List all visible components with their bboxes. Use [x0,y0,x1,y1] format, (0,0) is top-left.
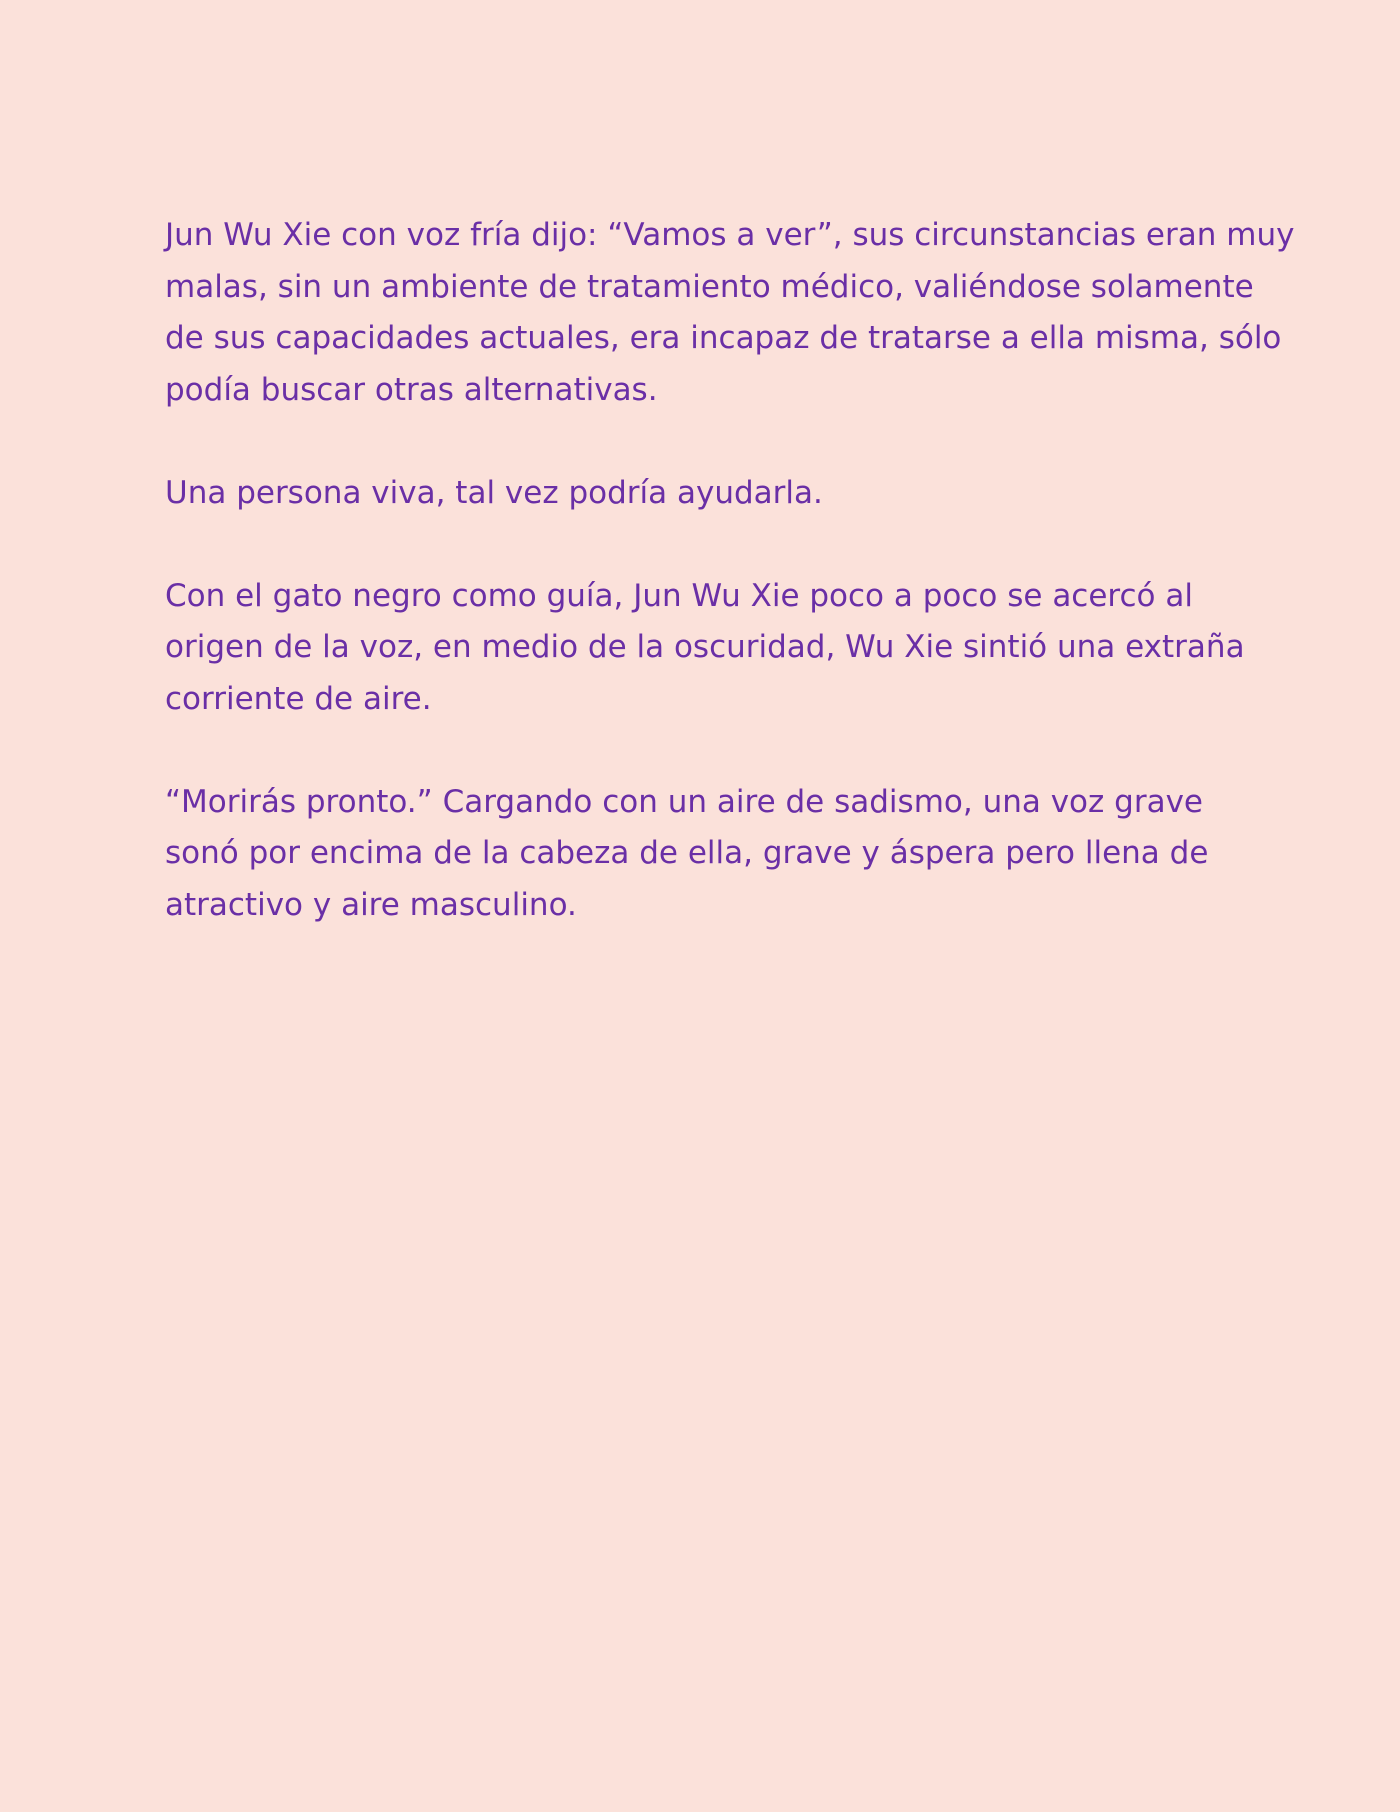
paragraph-line: corriente de aire. [165,680,432,717]
paragraph-line: Con el gato negro como guía, Jun Wu Xie poco a poco se acercó al [165,577,1193,614]
paragraph-line: malas, sin un ambiente de tratamiento médico, valiéndose solamente [165,268,1254,305]
body-text [165,210,1295,983]
paragraph-line: “Morirás pronto.” Cargando con un aire de sadismo, una voz grave [165,783,1203,820]
paragraph-line: de sus capacidades actuales, era incapaz de tratarse a ella misma, sólo [165,320,1282,356]
paragraph-line: atractivo y aire masculino. [165,886,577,923]
paragraph-line: podía buscar otras alternativas. [165,371,658,408]
paragraph-2 [165,468,1285,520]
paragraph-3 [165,571,1285,726]
paragraph-4 [165,777,1285,932]
paragraph-1 [165,210,1295,416]
paragraph-line: sonó por encima de la cabeza de ella, grave y áspera pero llena de [165,835,1209,871]
paragraph-line: Jun Wu Xie con voz fría dijo: “Vamos a ver”, sus circunstancias eran muy [165,217,1295,253]
paragraph-line: origen de la voz, en medio de la oscuridad, Wu Xie sintió una extraña [165,629,1245,665]
paragraph-line: Una persona viva, tal vez podría ayudarla. [165,474,823,511]
